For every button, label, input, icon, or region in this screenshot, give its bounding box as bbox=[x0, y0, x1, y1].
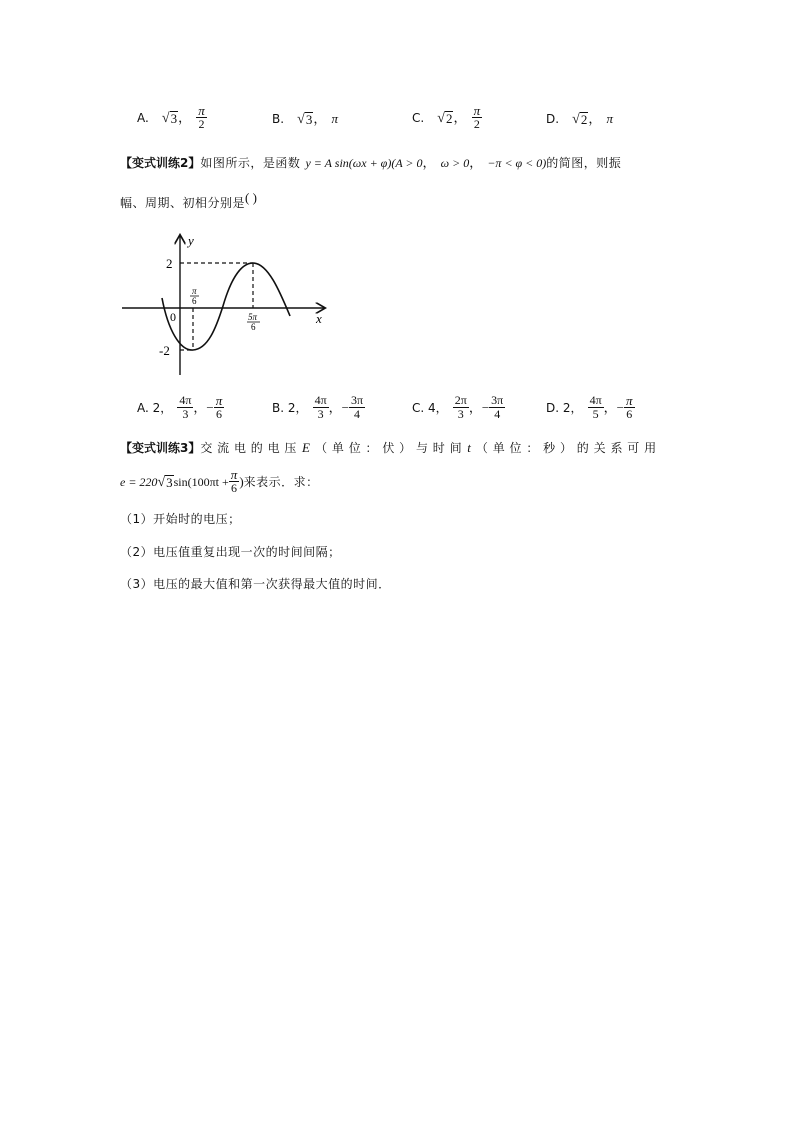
min-value-label: -2 bbox=[159, 343, 170, 358]
omega-condition: ω > 0 bbox=[440, 156, 470, 170]
question-3-item-2: （2）电压值重复出现一次的时间间隔； bbox=[120, 545, 341, 559]
origin-label: 0 bbox=[170, 310, 176, 324]
x-axis-label: x bbox=[316, 311, 322, 326]
fraction: $\frac{\pi}{6}$ bbox=[215, 393, 223, 421]
sqrt: √ 2 bbox=[572, 112, 588, 127]
question-3-item-3: （3）电压的最大值和第一次获得最大值的时间． bbox=[120, 577, 391, 591]
option-letter: D. bbox=[546, 112, 560, 126]
option-a-row1: A. √ 3 ， $\frac{\pi}{2}$ bbox=[137, 103, 205, 131]
5pi-over-6-num: 5π bbox=[248, 312, 258, 322]
question-2-line2: 幅、周期、初相分别是( ) bbox=[120, 190, 257, 210]
pi-over-6-num: π bbox=[192, 286, 197, 296]
answer-paren: ( ) bbox=[245, 190, 257, 205]
question-3-line1: 【变式训练3】交 流 电 的 电 压 E （ 单 位 ： 伏 ） 与 时 间 t （ 单 位 ： 秒 ） 的 关 系 可 用 bbox=[120, 440, 657, 455]
sqrt: √ 2 bbox=[437, 111, 453, 126]
voltage-equation: e = 220 bbox=[120, 475, 158, 489]
sqrt: √ 3 bbox=[161, 111, 178, 126]
option-b-row1: B. √ 3 ， π bbox=[272, 111, 338, 127]
function-formula: y = A sin(ωx + φ)(A > 0 bbox=[305, 156, 423, 170]
q2-option-d: D. 2， $\frac{4\pi}{5}$ ，− $\frac{\pi}{6}$ bbox=[546, 393, 633, 421]
5pi-over-6-den: 6 bbox=[251, 322, 256, 332]
fraction: $\frac{4\pi}{5}$ bbox=[589, 393, 602, 421]
question-3-item-1: （1）开始时的电压； bbox=[120, 512, 241, 526]
option-letter: B. bbox=[272, 112, 285, 126]
option-letter: A. bbox=[137, 111, 149, 125]
fraction: $\frac{4\pi}{3}$ bbox=[314, 393, 327, 421]
fraction: $\frac{2\pi}{3}$ bbox=[454, 393, 467, 421]
question-title: 【变式训练3】 bbox=[120, 441, 201, 455]
q2-option-b: B. 2， $\frac{4\pi}{3}$ ，− $\frac{3\pi}{4}$ bbox=[272, 393, 364, 421]
pi-over-6-den: 6 bbox=[192, 296, 197, 306]
phi-condition: −π < φ < 0) bbox=[487, 156, 547, 170]
sine-curve bbox=[162, 263, 290, 350]
question-title: 【变式训练2】 bbox=[120, 156, 201, 170]
sine-graph bbox=[118, 230, 338, 380]
fraction: $\frac{3\pi}{4}$ bbox=[351, 393, 364, 421]
q2-option-a: A. 2， $\frac{4\pi}{3}$ ，− $\frac{\pi}{6}$ bbox=[137, 393, 223, 421]
sqrt: √ 3 bbox=[157, 475, 173, 490]
option-letter: C. bbox=[412, 111, 425, 125]
q2-option-c: C. 4， $\frac{2\pi}{3}$ ，− $\frac{3\pi}{4}$ bbox=[412, 393, 504, 421]
fraction: $\frac{\pi}{2}$ bbox=[198, 103, 205, 131]
fraction: $\frac{\pi}{6}$ bbox=[230, 467, 238, 495]
fraction: $\frac{4\pi}{3}$ bbox=[179, 393, 192, 421]
option-c-row1: C. √ 2 ， $\frac{\pi}{2}$ bbox=[412, 103, 481, 131]
option-d-row1: D. √ 2 ， π bbox=[546, 111, 613, 127]
question-2-line1: 【变式训练2】如图所示，是函数 y = A sin(ωx + φ)(A > 0， ω > 0， −π < φ < 0)的简图，则振 bbox=[120, 155, 622, 170]
y-axis-label: y bbox=[188, 233, 194, 248]
question-3-line2: e = 220 √ 3 sin(100πt + $\frac{\pi}{6}$ )来表示．求： bbox=[120, 467, 319, 495]
fraction: $\frac{\pi}{6}$ bbox=[626, 393, 633, 421]
fraction: $\frac{3\pi}{4}$ bbox=[491, 393, 504, 421]
fraction: $\frac{\pi}{2}$ bbox=[473, 103, 481, 131]
max-value-label: 2 bbox=[166, 256, 173, 271]
sqrt: √ 3 bbox=[297, 112, 313, 127]
